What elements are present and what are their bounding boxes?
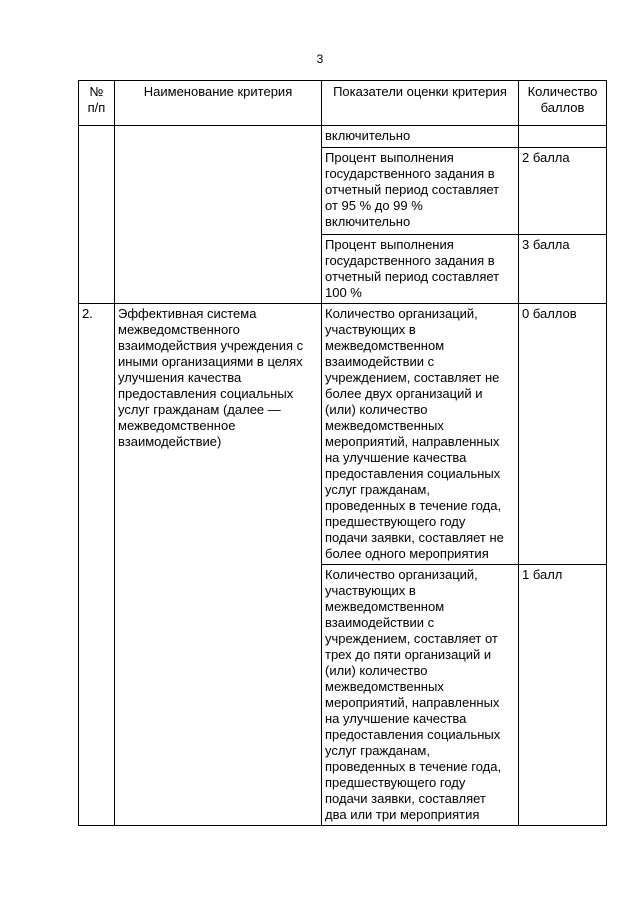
points-cell: 3 балла <box>519 235 607 304</box>
points-cell: 2 балла <box>519 148 607 235</box>
criteria-table <box>78 80 607 826</box>
table-row <box>79 126 607 148</box>
points-cell: 1 балл <box>519 565 607 826</box>
criterion-num-cell: 2. <box>79 304 115 826</box>
header-num: № п/п <box>79 81 115 126</box>
indicator-cell: Процент выполнения государственного задания в отчетный период составляет 100 % <box>322 235 519 304</box>
indicator-cell: Процент выполнения государственного задания в отчетный период составляет от 95 % до 99 % включительно <box>322 148 519 235</box>
table-header-row <box>79 81 607 126</box>
criterion-num-cell <box>79 126 115 304</box>
table-row <box>79 304 607 565</box>
page-number: 3 <box>316 52 324 66</box>
points-cell: 0 баллов <box>519 304 607 565</box>
header-indicators: Показатели оценки критерия <box>322 81 519 126</box>
criterion-name-cell: Эффективная система межведомственного взаимодействия учреждения с иными организациями в целях улучшения качества предоставления социальных услуг гражданам (далее — межведомственное взаимодействие) <box>115 304 322 826</box>
indicator-cell: Количество организаций, участвующих в межведомственном взаимодействии с учреждением, составляет от трех до пяти организаций и (или) количество межведомственных мероприятий, направленных на улучшение качества предоставления социальных услуг гражданам, проведенных в течение года, предшествующего году подачи заявки, составляет два или три мероприятия <box>322 565 519 826</box>
indicator-cell: включительно <box>322 126 519 148</box>
criterion-name-cell <box>115 126 322 304</box>
points-cell <box>519 126 607 148</box>
header-criterion-name: Наименование критерия <box>115 81 322 126</box>
header-points: Количество баллов <box>519 81 607 126</box>
indicator-cell: Количество организаций, участвующих в межведомственном взаимодействии с учреждением, составляет не более двух организаций и (или) количество межведомственных мероприятий, направленных на улучшение качества предоставления социальных услуг гражданам, проведенных в течение года, предшествующего году подачи заявки, составляет не более одного мероприятия <box>322 304 519 565</box>
